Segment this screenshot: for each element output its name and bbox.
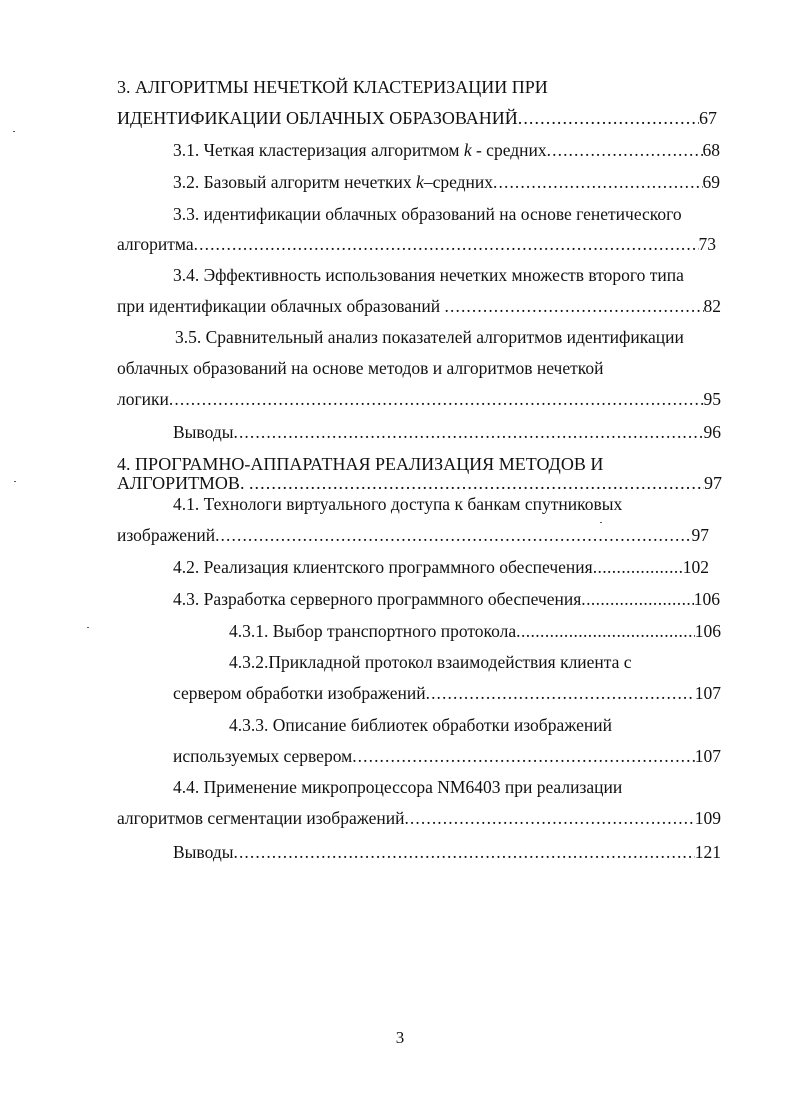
- leader-dots: [518, 107, 699, 129]
- scan-speck: [13, 131, 15, 132]
- toc-entry-4-2-text: 4.2. Реализация клиентского программного обеспечения: [173, 557, 593, 577]
- leader-dots: [404, 807, 694, 829]
- toc-entry-3-1-text-2: - средних: [471, 140, 547, 160]
- chapter-3-entry: [117, 107, 717, 129]
- toc-entry-3-3: [117, 233, 716, 255]
- toc-entry-3-1: [173, 139, 720, 161]
- toc-entry-4-1-line-2: изображений: [117, 525, 216, 545]
- chapter-3-page: 67: [699, 108, 717, 128]
- leader-dots: [493, 171, 702, 193]
- toc-entry-4-4-line-2: алгоритмов сегментации изображений: [117, 808, 405, 828]
- toc-entry-3-2-page: 69: [702, 172, 720, 192]
- toc-entry-3-5-line-1: 3.5. Сравнительный анализ показателей алгоритмов идентификации: [175, 327, 684, 347]
- leader-dots: [233, 421, 703, 443]
- toc-entry-4-1-line-1: 4.1. Технологи виртуального доступа к банкам спутниковых: [173, 494, 623, 514]
- leader-dots: [426, 682, 695, 704]
- toc-entry-4-3-2-line-2: сервером обработки изображений: [173, 683, 426, 703]
- toc-entry-4-3: [173, 588, 720, 610]
- toc-entry-3-2-text-2: –средних: [423, 172, 494, 192]
- leader-dots: [233, 841, 694, 863]
- leader-dots: [169, 388, 704, 410]
- toc-entry-3-4: [117, 295, 721, 317]
- scan-speck: [600, 522, 602, 523]
- toc-entry-3-1-variable: k: [463, 140, 472, 160]
- toc-entry-4-3-2: [173, 682, 721, 704]
- toc-entry-3-4-line-2: при идентификации облачных образований: [117, 296, 445, 316]
- page-number: 3: [395, 1028, 405, 1047]
- toc-entry-4-3-3-page: 107: [694, 746, 721, 766]
- toc-entry-3-conclusions: [173, 421, 721, 443]
- toc-entry-4-3-1-page: 106: [694, 621, 721, 641]
- toc-entry-4-2-page: 102: [682, 557, 709, 577]
- toc-entry-3-2-text: 3.2. Базовый алгоритм нечетких: [173, 172, 417, 192]
- toc-entry-3-2-variable: k: [416, 172, 424, 192]
- toc-entry-3-4-line-1: 3.4. Эффективность использования нечетких множеств второго типа: [173, 265, 684, 285]
- chapter-3-title-line-1: 3. АЛГОРИТМЫ НЕЧЕТКОЙ КЛАСТЕРИЗАЦИИ ПРИ: [117, 77, 548, 97]
- leader-dots: [516, 620, 695, 642]
- toc-entry-4-3-3-line-1: 4.3.3. Описание библиотек обработки изображений: [229, 715, 612, 735]
- toc-entry-4-3-2-page: 107: [694, 683, 721, 703]
- toc-entry-4-3-page: 106: [693, 589, 720, 609]
- leader-dots: [593, 556, 683, 578]
- toc-entry-4-3-text: 4.3. Разработка серверного программного обеспечения: [173, 589, 582, 609]
- toc-entry-4-4-line-1: 4.4. Применение микропроцессора NM6403 при реализации: [173, 777, 623, 797]
- leader-dots: [194, 233, 699, 255]
- toc-entry-3-5-page: 95: [703, 389, 721, 409]
- leader-dots: [547, 139, 703, 161]
- toc-entry-4-1-page: 97: [691, 525, 709, 545]
- toc-entry-4-2: [173, 556, 709, 578]
- toc-entry-4-4-page: 109: [694, 808, 721, 828]
- chapter-4-title-line-1: 4. ПРОГРАМНО-АППАРАТНАЯ РЕАЛИЗАЦИЯ МЕТОДОВ И: [117, 454, 604, 474]
- toc-entry-3-2: [173, 171, 720, 193]
- toc-entry-4-3-3: [173, 745, 721, 767]
- toc-entry-4-conclusions: [173, 841, 721, 863]
- toc-entry-3-5-line-2: облачных образований на основе методов и алгоритмов нечеткой: [117, 358, 604, 378]
- toc-entry-3-conclusions-text: Выводы: [173, 422, 234, 442]
- toc-entry-4-3-2-line-1: 4.3.2.Прикладной протокол взаимодействия клиента с: [229, 652, 632, 672]
- toc-entry-3-conclusions-page: 96: [703, 422, 721, 442]
- chapter-4-entry: [117, 472, 722, 494]
- toc-entry-4-conclusions-text: Выводы: [173, 842, 234, 862]
- toc-entry-4-3-3-line-2: используемых сервером: [173, 746, 353, 766]
- toc-entry-3-5-line-3: логики: [117, 389, 169, 409]
- leader-dots: [445, 295, 704, 317]
- toc-entry-3-3-page: 73: [698, 234, 716, 254]
- leader-dots: [249, 472, 704, 494]
- leader-dots: [215, 524, 691, 546]
- scan-speck: [14, 481, 16, 482]
- toc-entry-3-1-text: 3.1. Четкая кластеризация алгоритмом: [173, 140, 464, 160]
- toc-entry-3-3-line-2: алгоритма: [117, 234, 194, 254]
- chapter-3-title-line-2: ИДЕНТИФИКАЦИИ ОБЛАЧНЫХ ОБРАЗОВАНИЙ: [117, 108, 518, 128]
- scan-speck: [87, 627, 89, 628]
- toc-entry-4-1: [117, 524, 709, 546]
- toc-entry-4-4: [117, 807, 721, 829]
- toc-entry-4-3-1-text: 4.3.1. Выбор транспортного протокола: [229, 621, 517, 641]
- toc-entry-3-3-line-1: 3.3. идентификации облачных образований на основе генетического: [173, 204, 682, 224]
- chapter-4-title-line-2: АЛГОРИТМОВ.: [117, 473, 249, 493]
- toc-entry-4-3-1: [229, 620, 721, 642]
- toc-entry-3-1-page: 68: [702, 140, 720, 160]
- leader-dots: [352, 745, 695, 767]
- toc-entry-4-conclusions-page: 121: [694, 842, 721, 862]
- toc-entry-3-5: [117, 388, 721, 410]
- chapter-4-page: 97: [704, 473, 722, 493]
- leader-dots: [581, 588, 693, 610]
- toc-entry-3-4-page: 82: [703, 296, 721, 316]
